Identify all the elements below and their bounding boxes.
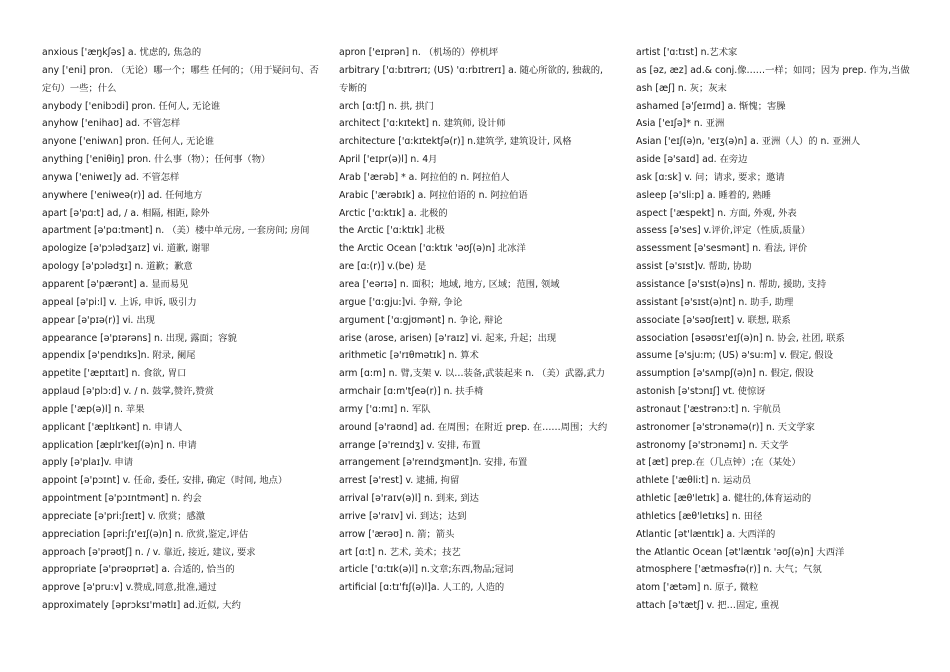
word-entry-arctic: Arctic ['ɑ:ktɪk] a. 北极的 <box>339 207 448 219</box>
word-entry-athlete: athlete ['æθli:t] n. 运动员 <box>636 475 752 487</box>
word-column-1 <box>42 44 322 615</box>
word-entry-apology: apology [ə'pɔlədʒɪ] n. 道歉；歉意 <box>42 261 193 273</box>
word-entry-anything: anything ['eniθiŋ] pron. 什么事（物）；任何事（物） <box>42 154 271 166</box>
word-entry-atlantic-ocean: the Atlantic Ocean [ət'læntɪk 'əʊʃ(ə)n] 大西洋 <box>636 546 845 558</box>
word-entry-ash: ash [æʃ] n. 灰；灰末 <box>636 82 727 94</box>
word-entry-assistant: assistant [ə'sɪst(ə)nt] n. 助手, 助理 <box>636 296 794 308</box>
word-entry-architect: architect ['ɑ:kɪtekt] n. 建筑师, 设计师 <box>339 118 506 130</box>
word-entry-arm: arm [ɑ:m] n. 臂,支架 v. 以…装备,武装起来 n. （美）武器,武力 <box>339 368 606 380</box>
word-entry-arrive: arrive [ə'raɪv] vi. 到达；达到 <box>339 510 467 522</box>
word-entry-at: at [æt] prep.在（几点钟）;在（某处） <box>636 457 801 469</box>
word-entry-army: army ['ɑ:mɪ] n. 军队 <box>339 403 431 415</box>
word-entry-article: article ['ɑ:tɪk(ə)l] n.文章;东西,物品;冠词 <box>339 564 514 576</box>
word-entry-assumption: assumption [ə'sʌmpʃ(ə)n] n. 假定, 假设 <box>636 368 814 380</box>
word-entry-arrangement: arrangement [ə'reɪndʒmənt]n. 安排, 布置 <box>339 457 528 469</box>
word-entry-assessment: assessment [ə'sesmənt] n. 看法, 评价 <box>636 243 808 255</box>
word-entry-argument: argument ['ɑ:gjʊmənt] n. 争论, 辩论 <box>339 314 503 326</box>
word-entry-the-arctic: the Arctic ['ɑ:ktɪk] 北极 <box>339 225 445 237</box>
word-entry-arabic: Arabic ['ærəbɪk] a. 阿拉伯语的 n. 阿拉伯语 <box>339 189 528 201</box>
word-entry-atmosphere: atmosphere ['ætməsfɪə(r)] n. 大气；气氛 <box>636 564 822 576</box>
word-entry-approximately: approximately [əprɔksɪ'mətlɪ] ad.近似, 大约 <box>42 600 241 612</box>
word-entry-appendix: appendix [ə'pendɪks]n. 附录, 阑尾 <box>42 350 196 362</box>
word-entry-athletics: athletics [æθ'letɪks] n. 田径 <box>636 510 763 522</box>
word-entry-any: any ['eni] pron. （无论）哪一个；哪些 任何的；（用于疑问句、否定句）一些；什么 <box>42 64 319 94</box>
word-entry-attach: attach [ə'tætʃ] v. 把…固定, 重视 <box>636 600 780 612</box>
word-entry-arbitrary: arbitrary ['ɑ:bɪtrərɪ; (US) 'ɑ:rbɪtrerɪ] a. 随心所欲的, 独裁的, 专断的 <box>339 64 603 94</box>
word-entry-artificial: artificial [ɑ:tɪ'fɪʃ(ə)l]a. 人工的, 人造的 <box>339 582 505 594</box>
word-entry-aside: aside [ə'saɪd] ad. 在旁边 <box>636 154 748 166</box>
word-entry-applaud: applaud [ə'plɔ:d] v. / n. 鼓掌,赞许,赞赏 <box>42 386 214 398</box>
word-entry-asian: Asian ['eɪʃ(ə)n, 'eɪʒ(ə)n] a. 亚洲（人）的 n. 亚洲人 <box>636 136 861 148</box>
word-entry-assistance: assistance [ə'sɪst(ə)ns] n. 帮助, 援助, 支持 <box>636 278 827 290</box>
word-entry-arrange: arrange [ə'reɪndʒ] v. 安排, 布置 <box>339 439 481 451</box>
word-entry-apartment: apartment [ə'pɑ:tmənt] n. （美）楼中单元房, 一套房间; 房间 <box>42 225 310 237</box>
word-entry-arrow: arrow ['ærəʊ] n. 箭；箭头 <box>339 528 455 540</box>
word-entry-arithmetic: arithmetic [ə'rɪθmətɪk] n. 算术 <box>339 350 479 362</box>
word-entry-anxious: anxious ['æŋkʃəs] a. 忧虑的, 焦急的 <box>42 47 202 58</box>
word-entry-assess: assess [ə'ses] v.评价,评定（性质,质量） <box>636 225 811 237</box>
word-entry-apparent: apparent [ə'pærənt] a. 显而易见 <box>42 278 189 290</box>
word-entry-arrival: arrival [ə'raɪv(ə)l] n. 到来, 到达 <box>339 493 479 505</box>
word-entry-asleep: asleep [ə'sli:p] a. 睡着的, 熟睡 <box>636 189 771 201</box>
word-entry-athletic: athletic [æθ'letɪk] a. 健壮的,体育运动的 <box>636 493 812 505</box>
word-entry-appearance: appearance [ə'pɪərəns] n. 出现, 露面；容貌 <box>42 332 237 344</box>
word-entry-approve: approve [ə'pru:v] v.赞成,同意,批准,通过 <box>42 582 217 594</box>
word-entry-anyhow: anyhow ['enihaʊ] ad. 不管怎样 <box>42 118 181 130</box>
word-entry-aspect: aspect ['æspekt] n. 方面, 外观, 外表 <box>636 207 797 219</box>
word-entry-apron: apron ['eɪprən] n. （机场的）停机坪 <box>339 47 499 58</box>
word-entry-arrest: arrest [ə'rest] v. 逮捕, 拘留 <box>339 475 460 487</box>
word-entry-arise: arise (arose, arisen) [ə'raɪz] vi. 起来, 升起；出现 <box>339 332 557 344</box>
word-entry-anywhere: anywhere ['eniweə(r)] ad. 任何地方 <box>42 189 203 201</box>
word-entry-appreciate: appreciate [ə'pri:ʃɪeɪt] v. 欣赏；感激 <box>42 510 206 522</box>
word-entry-anyone: anyone ['eniwʌn] pron. 任何人, 无论谁 <box>42 136 215 148</box>
word-entry-apple: apple ['æp(ə)l] n. 苹果 <box>42 403 145 415</box>
word-entry-as: as [əz, æz] ad.& conj.像……一样；如同；因为 prep. 作为,当做 <box>636 64 910 76</box>
word-entry-apologize: apologize [ə'pɔlədʒaɪz] vi. 道歉, 谢罪 <box>42 243 210 255</box>
word-entry-ask: ask [ɑ:sk] v. 问；请求, 要求；邀请 <box>636 171 785 183</box>
word-entry-assist: assist [ə'sɪst]v. 帮助, 协助 <box>636 261 752 273</box>
word-column-3 <box>636 44 916 615</box>
word-entry-appear: appear [ə'pɪə(r)] vi. 出现 <box>42 314 155 326</box>
word-entry-anybody: anybody ['enibɔdi] pron. 任何人, 无论谁 <box>42 100 221 112</box>
word-entry-applicant: applicant ['æplɪkənt] n. 申请人 <box>42 421 183 433</box>
word-entry-architecture: architecture ['ɑ:kɪtektʃə(r)] n.建筑学, 建筑设计, 风格 <box>339 136 572 148</box>
word-entry-area: area ['eərɪə] n. 面积；地域, 地方, 区域；范围, 领域 <box>339 278 560 290</box>
word-entry-associate: associate [ə'səʊʃɪeɪt] v. 联想, 联系 <box>636 314 791 326</box>
word-entry-appoint: appoint [ə'pɔɪnt] v. 任命, 委任, 安排, 确定（时间, 地点） <box>42 475 288 487</box>
word-entry-astronomy: astronomy [ə'strɔnəmɪ] n. 天文学 <box>636 439 789 451</box>
word-entry-atom: atom ['ætəm] n. 原子, 微粒 <box>636 582 759 594</box>
word-entry-approach: approach [ə'prəʊtʃ] n. / v. 靠近, 接近, 建议, 要求 <box>42 546 256 558</box>
word-entry-appointment: appointment [ə'pɔɪntmənt] n. 约会 <box>42 493 202 505</box>
word-entry-arctic-ocean: the Arctic Ocean ['ɑ:ktɪk 'əʊʃ(ə)n] 北冰洋 <box>339 243 526 255</box>
word-entry-astonish: astonish [ə'stɔnɪʃ] vt. 使惊讶 <box>636 386 766 398</box>
word-entry-art: art [ɑ:t] n. 艺术, 美术；技艺 <box>339 546 461 558</box>
word-entry-ashamed: ashamed [ə'ʃeɪmd] a. 惭愧；害臊 <box>636 100 786 112</box>
word-entry-argue: argue ['ɑ:gju:]vi. 争辩, 争论 <box>339 296 463 308</box>
word-entry-application: application [æplɪ'keɪʃ(ə)n] n. 申请 <box>42 439 197 451</box>
word-entry-arab: Arab ['ærəb] * a. 阿拉伯的 n. 阿拉伯人 <box>339 171 510 183</box>
word-entry-atlantic: Atlantic [ət'læntɪk] a. 大西洋的 <box>636 528 776 540</box>
word-entry-association: association [əsəʊsɪ'eɪʃ(ə)n] n. 协会, 社团, 联系 <box>636 332 845 344</box>
word-entry-appeal: appeal [ə'pi:l] v. 上诉, 申诉, 吸引力 <box>42 296 197 308</box>
word-entry-apart: apart [ə'pɑ:t] ad, / a. 相隔, 相距, 除外 <box>42 207 210 219</box>
word-entry-asia: Asia ['eɪʃə]* n. 亚洲 <box>636 118 725 130</box>
word-entry-april: April ['eɪpr(ə)l] n. 4月 <box>339 154 438 166</box>
word-entry-apply: apply [ə'plaɪ]v. 申请 <box>42 457 133 469</box>
word-entry-appreciation: appreciation [əpri:ʃɪ'eɪʃ(ə)n] n. 欣赏,鉴定,评估 <box>42 528 249 540</box>
word-entry-astronomer: astronomer [ə'strɔnəmə(r)] n. 天文学家 <box>636 421 815 433</box>
word-entry-around: around [ə'raʊnd] ad. 在周围；在附近 prep. 在……周围；大约 <box>339 421 608 433</box>
word-column-2 <box>339 44 611 597</box>
word-entry-anyway: anywa ['eniweɪ]y ad. 不管怎样 <box>42 171 180 183</box>
word-entry-are: are [ɑ:(r)] v.(be) 是 <box>339 261 427 273</box>
word-entry-appropriate: appropriate [ə'prəʊprɪət] a. 合适的, 恰当的 <box>42 564 235 576</box>
word-entry-arch: arch [ɑ:tʃ] n. 拱, 拱门 <box>339 100 434 112</box>
word-entry-appetite: appetite ['æpɪtaɪt] n. 食欲, 胃口 <box>42 368 187 380</box>
word-entry-armchair: armchair [ɑ:m'tʃeə(r)] n. 扶手椅 <box>339 386 484 398</box>
word-entry-assume: assume [ə'sju:m; (US) ə'su:m] v. 假定, 假设 <box>636 350 833 362</box>
word-entry-astronaut: astronaut ['æstrənɔ:t] n. 宇航员 <box>636 403 781 415</box>
word-entry-artist: artist ['ɑ:tɪst] n.艺术家 <box>636 47 738 58</box>
